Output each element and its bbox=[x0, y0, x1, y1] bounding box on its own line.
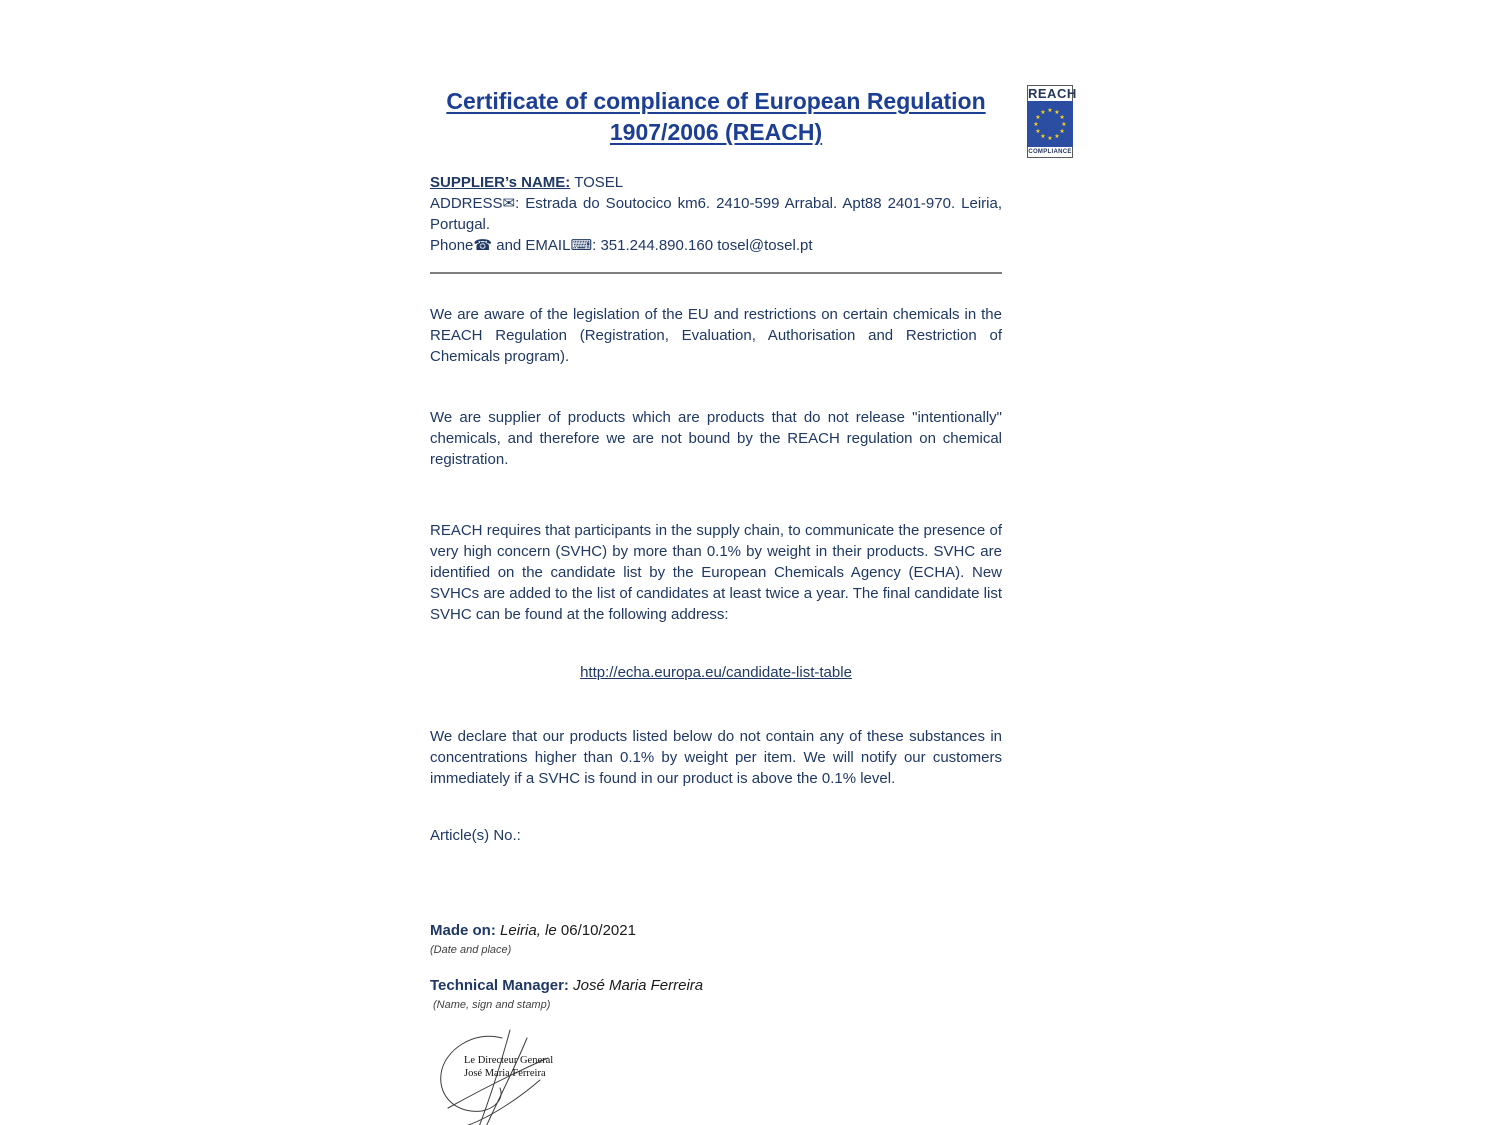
paragraph-reach-requirements: REACH requires that participants in the supply chain, to communicate the presence of very high concern (SVHC) by more than 0.1% by weight in their products. SVHC are identified on the candidate list by the European Chemicals Agency (ECHA). New SVHCs are added to the list of candidates at least twice a year. The final candidate list SVHC can be found at the following address: bbox=[430, 522, 1002, 623]
made-on-line bbox=[430, 920, 1002, 941]
title-line-1: Certificate of compliance of European Regulation bbox=[446, 88, 986, 114]
reach-compliance-logo bbox=[1027, 85, 1077, 158]
supplier-name-line bbox=[430, 172, 1002, 193]
made-on-label: Made on: bbox=[430, 922, 496, 939]
article-number-label: Article(s) No.: bbox=[430, 827, 521, 844]
candidate-list-link-row bbox=[430, 662, 1002, 683]
signature-name-line: José Maria Ferreira bbox=[464, 1068, 546, 1079]
paragraph-declaration: We declare that our products listed below do not contain any of these substances in concentrations higher than 0.1% by weight per item. We will notify our customers immediately if a SVHC is found in our product is above the 0.1% level. bbox=[430, 728, 1002, 787]
made-on-place: Leiria, le bbox=[495, 922, 561, 939]
paragraph-awareness: We are aware of the legislation of the EU and restrictions on certain chemicals in the REACH Regulation (Registration, Evaluation, Authorisation and Restriction of Chemicals program). bbox=[430, 306, 1002, 365]
svg-text:★: ★ bbox=[1054, 108, 1060, 116]
candidate-list-link[interactable]: http://echa.europa.eu/candidate-list-table bbox=[580, 664, 852, 681]
technical-manager-name: José Maria Ferreira bbox=[568, 977, 704, 994]
supplier-block bbox=[430, 172, 1002, 256]
supplier-name-value: TOSEL bbox=[570, 174, 624, 191]
email-label: and EMAIL bbox=[492, 237, 571, 254]
svg-text:★: ★ bbox=[1047, 107, 1053, 114]
divider-rule bbox=[430, 272, 1002, 274]
date-place-note: (Date and place) bbox=[430, 944, 512, 956]
svg-text:★: ★ bbox=[1059, 114, 1065, 121]
title-line-2: 1907/2006 (REACH) bbox=[609, 119, 823, 145]
svg-text:★: ★ bbox=[1059, 128, 1065, 135]
technical-manager-line bbox=[430, 975, 1002, 996]
signature-title-line: Le Directeur General bbox=[464, 1055, 554, 1066]
computer-icon: ⌨ bbox=[570, 237, 593, 254]
made-on-date: 06/10/2021 bbox=[560, 922, 636, 939]
svg-text:★: ★ bbox=[1040, 108, 1046, 116]
logo-reach-text: REACH bbox=[1028, 86, 1077, 101]
address-label: ADDRESS bbox=[430, 195, 503, 212]
envelope-icon: ✉ bbox=[502, 195, 516, 212]
svg-text:★: ★ bbox=[1035, 114, 1041, 121]
svg-text:★: ★ bbox=[1061, 121, 1067, 128]
name-sign-stamp-note: (Name, sign and stamp) bbox=[433, 999, 551, 1011]
svg-text:★: ★ bbox=[1035, 128, 1041, 135]
paragraph-supplier-statement: We are supplier of products which are products that do not release "intentionally" chemicals, and therefore we are not bound by the REACH regulation on chemical registration. bbox=[430, 409, 1002, 468]
supplier-address-line bbox=[430, 193, 1002, 235]
svg-text:★: ★ bbox=[1040, 133, 1046, 141]
signature-block bbox=[432, 1028, 652, 1125]
document-body bbox=[430, 86, 1002, 1125]
eu-flag-icon bbox=[1027, 101, 1073, 147]
logo-compliance-text: COMPLIANCE bbox=[1027, 147, 1073, 158]
svg-text:★: ★ bbox=[1054, 133, 1060, 141]
phone-icon: ☎ bbox=[473, 237, 493, 254]
address-value: : Estrada do Soutocico km6. 2410-599 Arrabal. Apt88 2401-970. Leiria, Portugal. bbox=[430, 195, 1002, 233]
contact-value: : 351.244.890.160 tosel@tosel.pt bbox=[592, 237, 813, 254]
supplier-name-label: SUPPLIER’s NAME: bbox=[430, 174, 571, 191]
phone-label: Phone bbox=[430, 237, 474, 254]
document-title bbox=[430, 86, 1002, 148]
signature-stamp-text bbox=[464, 1054, 553, 1080]
supplier-contact-line bbox=[430, 235, 1002, 256]
svg-text:★: ★ bbox=[1047, 135, 1053, 142]
technical-manager-label: Technical Manager: bbox=[430, 977, 569, 994]
svg-text:★: ★ bbox=[1033, 121, 1039, 128]
